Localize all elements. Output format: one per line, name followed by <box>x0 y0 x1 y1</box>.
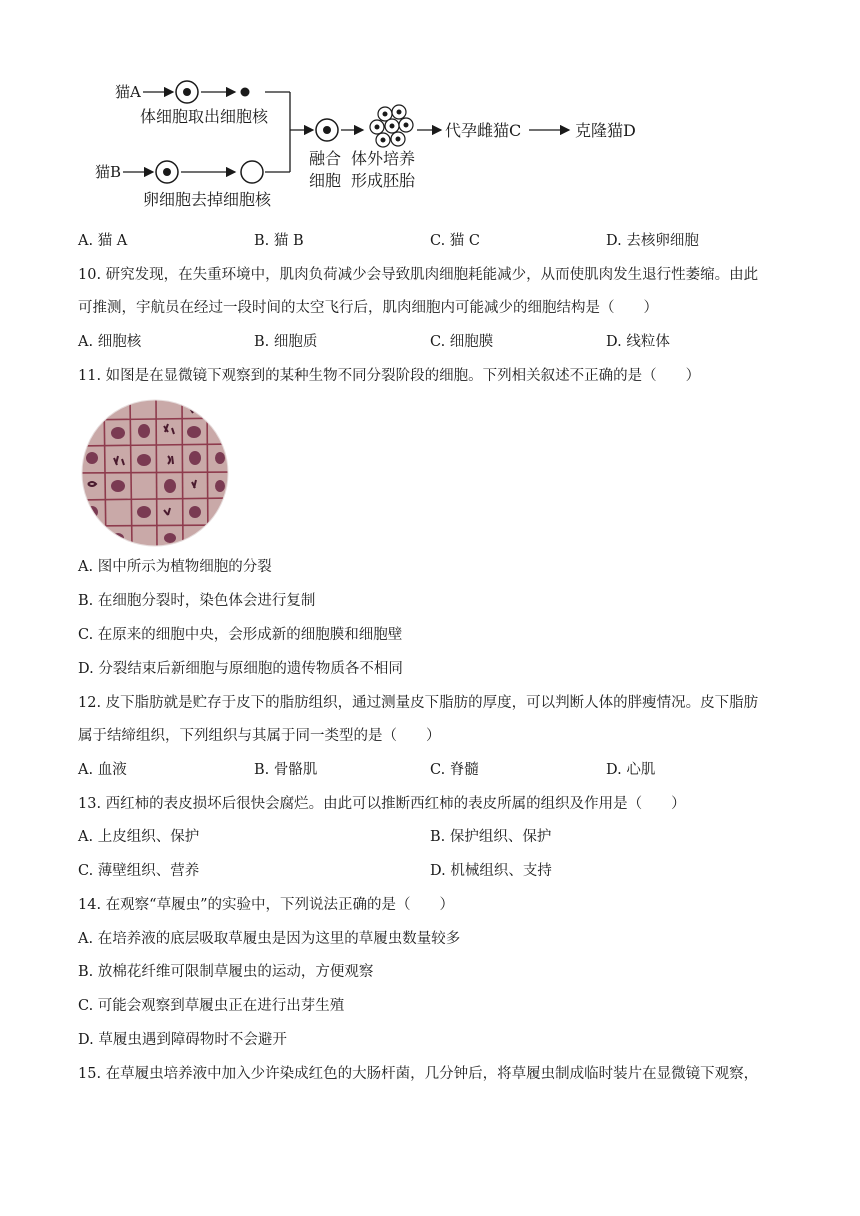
q13-option-d: D. 机械组织、支持 <box>430 863 552 879</box>
q13-stem: 13. 西红柿的表皮损坏后很快会腐烂。由此可以推断西红柿的表皮所属的组织及作用是（ ） <box>78 796 686 812</box>
cloning-diagram <box>95 72 655 222</box>
q10-option-b: B. 细胞质 <box>254 334 318 350</box>
q13-option-a: A. 上皮组织、保护 <box>78 829 200 845</box>
culture-label-1: 体外培养 <box>351 149 416 168</box>
microscope-cell-image <box>80 398 230 548</box>
extracted-nucleus <box>241 88 250 97</box>
q11-option-a: A. 图中所示为植物细胞的分裂 <box>78 559 272 575</box>
q12-stem-line-2: 属于结缔组织，下列组织与其属于同一类型的是（ ） <box>78 728 441 744</box>
q10-option-a: A. 细胞核 <box>78 334 142 350</box>
q10-stem-line-2: 可推测，宇航员在经过一段时间的太空飞行后，肌肉细胞内可能减少的细胞结构是（ ） <box>78 300 658 316</box>
embryo-cluster <box>370 105 413 147</box>
surrogate-label: 代孕雌猫C <box>445 121 522 140</box>
q9-option-a: A. 猫 A <box>78 233 128 249</box>
clone-label: 克隆猫D <box>575 121 636 140</box>
q13-option-b: B. 保护组织、保护 <box>430 829 552 845</box>
q11-option-b: B. 在细胞分裂时，染色体会进行复制 <box>78 593 316 609</box>
q10-stem-line-1: 10. 研究发现，在失重环境中，肌肉负荷减少会导致肌肉细胞耗能减少，从而使肌肉发生退行性萎缩。由此 <box>78 267 759 283</box>
step-a-label: 体细胞取出细胞核 <box>140 107 269 126</box>
q11-stem: 11. 如图是在显微镜下观察到的某种生物不同分裂阶段的细胞。下列相关叙述不正确的是（ ） <box>78 368 701 384</box>
q14-option-b: B. 放棉花纤维可限制草履虫的运动，方便观察 <box>78 964 374 980</box>
cat-b-label: 猫B <box>95 163 122 181</box>
q13-option-c: C. 薄壁组织、营养 <box>78 863 200 879</box>
q10-option-c: C. 细胞膜 <box>430 334 494 350</box>
q9-option-d: D. 去核卵细胞 <box>606 233 699 249</box>
culture-label-2: 形成胚胎 <box>351 171 416 190</box>
q14-option-c: C. 可能会观察到草履虫正在进行出芽生殖 <box>78 998 345 1014</box>
step-b-label: 卵细胞去掉细胞核 <box>143 190 272 209</box>
q14-option-a: A. 在培养液的底层吸取草履虫是因为这里的草履虫数量较多 <box>78 931 461 947</box>
q9-option-b: B. 猫 B <box>254 233 304 249</box>
q14-stem: 14. 在观察“草履虫”的实验中，下列说法正确的是（ ） <box>78 897 454 913</box>
q12-stem-line-1: 12. 皮下脂肪就是贮存于皮下的脂肪组织，通过测量皮下脂肪的厚度，可以判断人体的胖瘦情况。皮下脂肪 <box>78 695 759 711</box>
q10-option-d: D. 线粒体 <box>606 334 670 350</box>
fusion-label-2: 细胞 <box>309 171 342 190</box>
cat-a-label: 猫A <box>115 83 141 101</box>
q14-option-d: D. 草履虫遇到障碍物时不会避开 <box>78 1032 287 1048</box>
q15-stem: 15. 在草履虫培养液中加入少许染成红色的大肠杆菌，几分钟后，将草履虫制成临时装片在显微镜下观察， <box>78 1066 759 1082</box>
enucleated-egg-cell <box>241 161 263 183</box>
q12-option-c: C. 脊髓 <box>430 762 479 778</box>
q12-option-d: D. 心肌 <box>606 762 656 778</box>
q12-option-a: A. 血液 <box>78 762 127 778</box>
q9-option-c: C. 猫 C <box>430 233 480 249</box>
fusion-label-1: 融合 <box>309 149 342 168</box>
q11-option-c: C. 在原来的细胞中央，会形成新的细胞膜和细胞壁 <box>78 627 403 643</box>
q12-option-b: B. 骨骼肌 <box>254 762 318 778</box>
q11-option-d: D. 分裂结束后新细胞与原细胞的遗传物质各不相同 <box>78 661 403 677</box>
